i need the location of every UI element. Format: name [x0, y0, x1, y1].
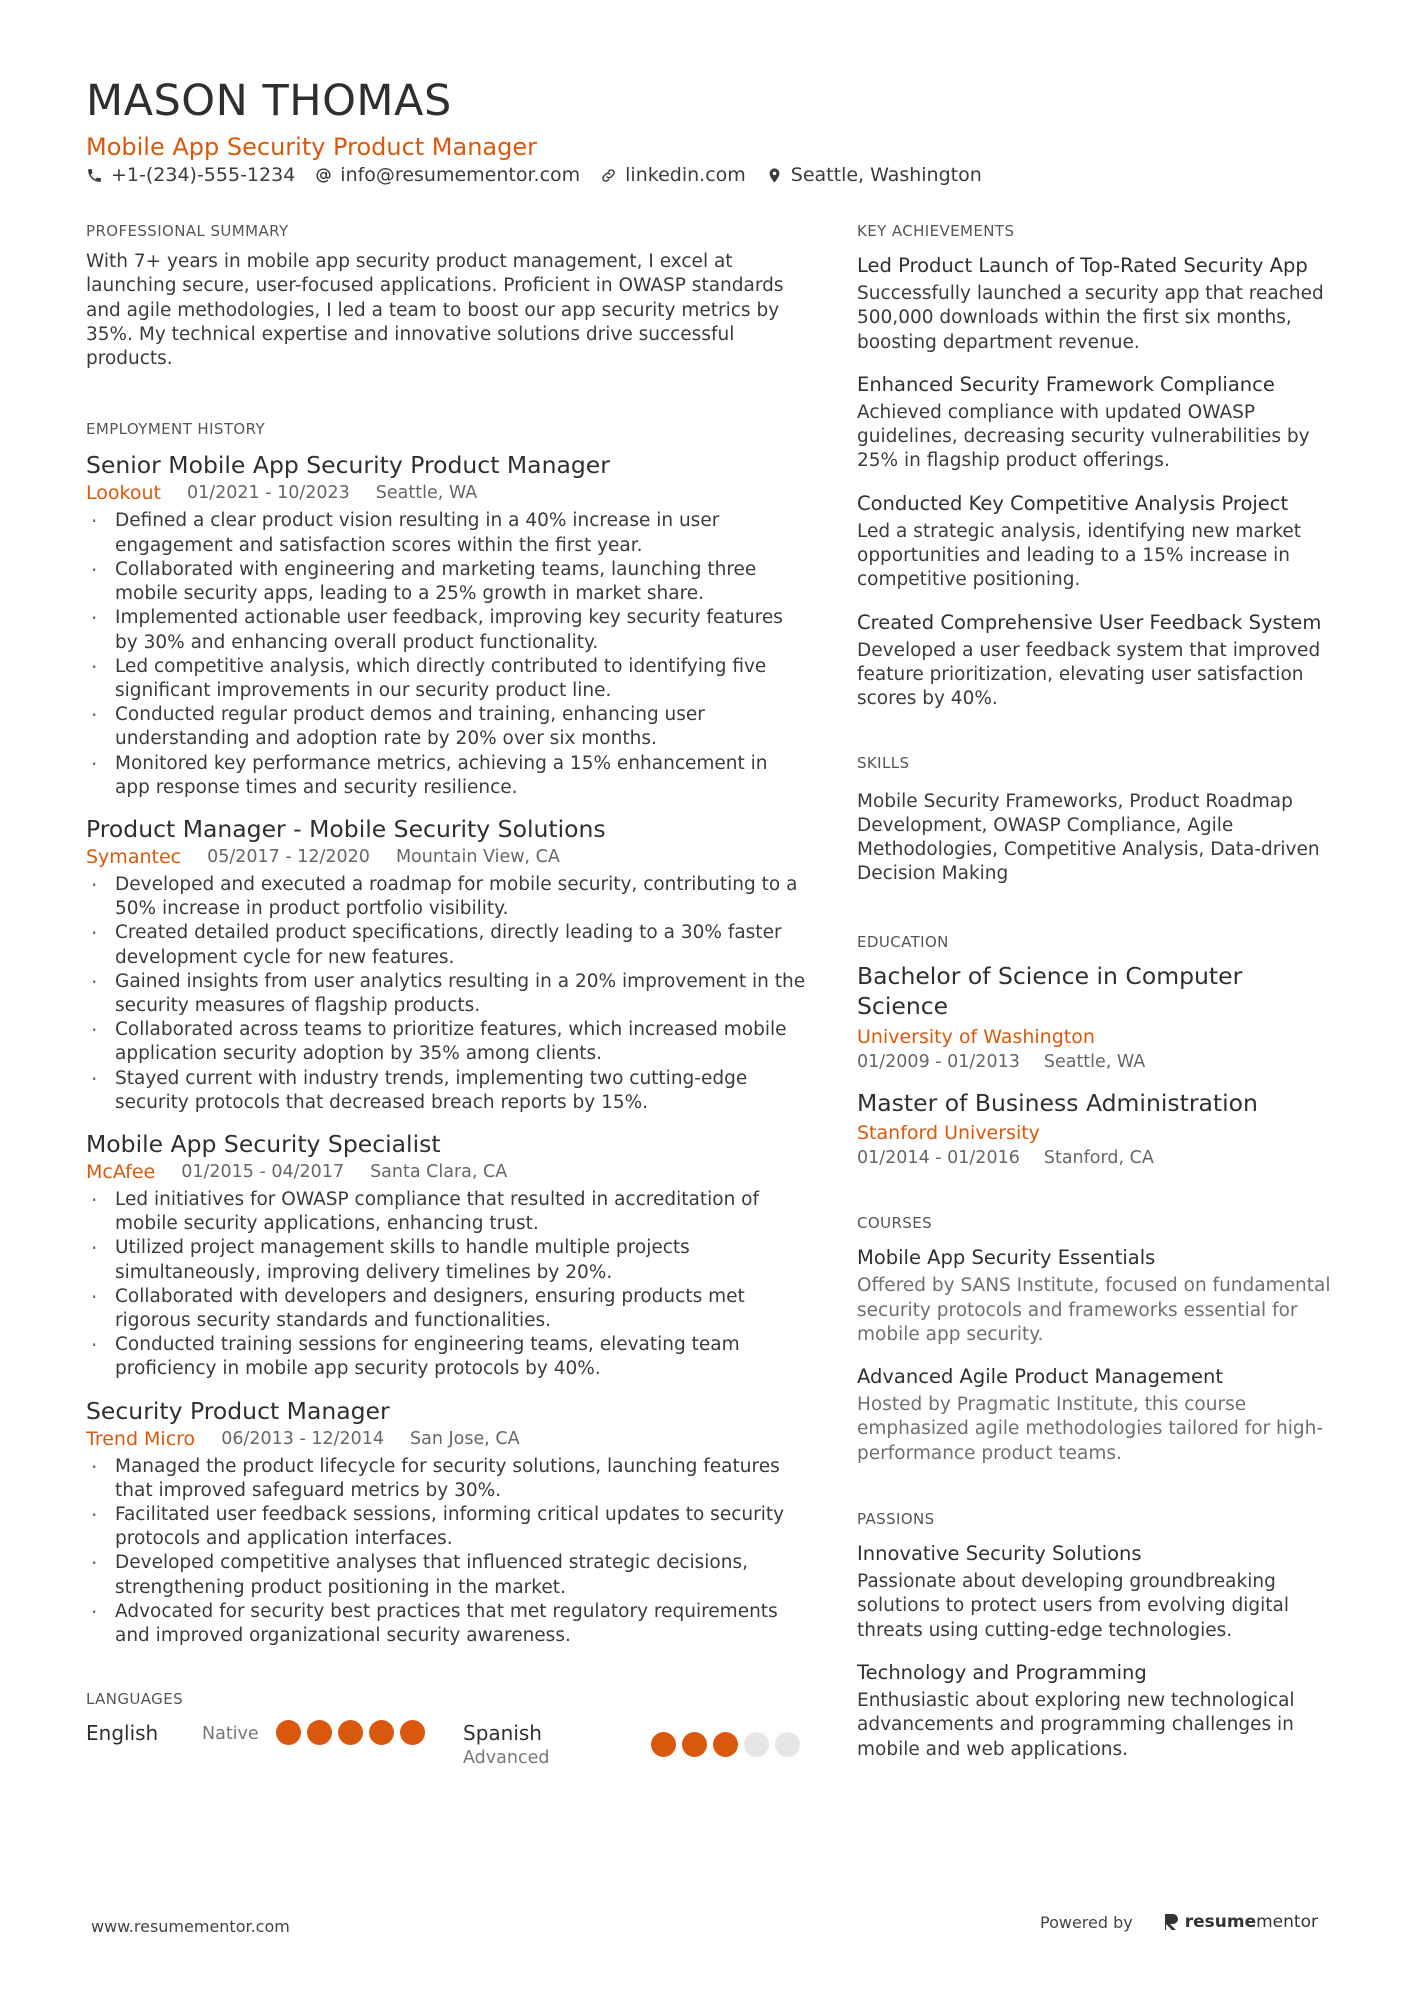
skills-heading: SKILLS — [857, 753, 910, 772]
passion-title: Technology and Programming — [857, 1660, 1147, 1684]
rating-dot-filled — [400, 1720, 425, 1745]
passions-heading: PASSIONS — [857, 1510, 935, 1529]
job-bullet: · Conducted regular product demos and training, enhancing user understanding and adoption rate by 20% over six months. — [86, 703, 806, 751]
contact-location-text: Seattle, Washington — [790, 164, 982, 186]
employment-heading: EMPLOYMENT HISTORY — [86, 420, 266, 439]
job-dates: 01/2021 - 10/2023 — [186, 483, 350, 504]
skills-text: Mobile Security Frameworks, Product Roadmap Development, OWASP Compliance, Agile Methodologies, Competitive Analysis, Data-driven Decision Making — [857, 790, 1320, 885]
education-meta — [857, 1146, 1337, 1170]
job-meta — [86, 845, 806, 869]
job-company: Symantec — [86, 845, 182, 868]
job-bullet: · Led initiatives for OWASP compliance that resulted in accreditation of mobile security applications, enhancing trust. — [86, 1188, 806, 1236]
brand-rest: mentor — [1256, 1912, 1318, 1932]
job-bullet: · Implemented actionable user feedback, improving key security features by 30% and enhancing overall product functionality. — [86, 606, 806, 654]
job-bullet: · Collaborated across teams to prioritize features, which increased mobile application security adoption by 35% among clients. — [86, 1018, 806, 1066]
job-company: Lookout — [86, 482, 161, 505]
passion-item — [857, 1540, 1337, 1643]
course-desc: Hosted by Pragmatic Institute, this course emphasized agile methodologies tailored for high-performance product teams. — [857, 1394, 1324, 1464]
language-name: Spanish — [463, 1721, 542, 1746]
achievement-desc: Developed a user feedback system that improved feature prioritization, elevating user satisfaction scores by 40%. — [857, 639, 1321, 710]
course-title: Advanced Agile Product Management — [857, 1365, 1223, 1389]
language-rating — [276, 1720, 431, 1745]
job-title: Mobile App Security Specialist — [86, 1129, 441, 1158]
job-bullets — [86, 1188, 806, 1382]
footer-website[interactable]: www.resumementor.com — [91, 1917, 290, 1936]
achievement-item — [857, 252, 1337, 355]
education-location: Stanford, CA — [1043, 1148, 1154, 1169]
language-name: English — [86, 1721, 159, 1746]
job-bullet: · Stayed current with industry trends, implementing two cutting-edge security protocols that decreased breach reports by 15%. — [86, 1067, 806, 1115]
language-level: Advanced — [463, 1748, 550, 1769]
job-bullets — [86, 873, 806, 1115]
location-icon — [766, 167, 783, 184]
achievement-desc: Successfully launched a security app that reached 500,000 downloads within the first six months, boosting department revenue. — [857, 283, 1324, 353]
job-bullet: · Developed competitive analyses that influenced strategic decisions, strengthening product positioning in the market. — [86, 1551, 806, 1599]
education-item — [857, 961, 1337, 1074]
passion-desc: Enthusiastic about exploring new technological advancements and programming challenges in mobile and web applications. — [857, 1689, 1295, 1760]
passion-item — [857, 1659, 1337, 1762]
job-dates: 06/2013 - 12/2014 — [221, 1428, 385, 1449]
resumementor-logo-icon — [1163, 1913, 1179, 1931]
course-desc: Offered by SANS Institute, focused on fundamental security protocols and frameworks essential for mobile app security. — [857, 1275, 1331, 1345]
job-bullet: · Collaborated with developers and designers, ensuring products met rigorous security standards and functionalities. — [86, 1285, 806, 1333]
job-bullet: · Created detailed product specifications, directly leading to a 30% faster development cycle for new features. — [86, 921, 806, 969]
job-bullets — [86, 1455, 806, 1649]
brand-logo[interactable] — [1163, 1912, 1318, 1932]
job-bullet: · Led competitive analysis, which directly contributed to identifying five significant improvements in our security product line. — [86, 655, 806, 703]
courses-heading: COURSES — [857, 1214, 933, 1233]
course-item — [857, 1244, 1337, 1347]
job-entry — [86, 1396, 806, 1649]
job-bullet: · Collaborated with engineering and marketing teams, launching three mobile security apps, leading to a 25% growth in market share. — [86, 558, 806, 606]
candidate-title: Mobile App Security Product Manager — [86, 133, 538, 161]
contact-location — [766, 164, 982, 186]
achievements-heading: KEY ACHIEVEMENTS — [857, 222, 1015, 240]
footer-powered — [1040, 1912, 1318, 1932]
education-degree: Master of Business Administration — [857, 1088, 1258, 1117]
achievement-title: Led Product Launch of Top-Rated Security App — [857, 254, 1308, 277]
job-location: Mountain View, CA — [395, 846, 560, 867]
at-icon — [315, 167, 332, 184]
job-bullets — [86, 509, 806, 799]
job-bullet: · Conducted training sessions for engineering teams, elevating team proficiency in mobile app security protocols by 40%. — [86, 1333, 806, 1381]
rating-dot-filled — [369, 1720, 394, 1745]
rating-dot-filled — [651, 1732, 676, 1757]
job-bullet: · Advocated for security best practices that met regulatory requirements and improved organizational security awareness. — [86, 1600, 806, 1648]
phone-icon — [86, 167, 103, 184]
education-heading: EDUCATION — [857, 932, 949, 951]
job-location: Santa Clara, CA — [370, 1161, 508, 1182]
education-school: University of Washington — [857, 1025, 1095, 1048]
rating-dot-filled — [276, 1720, 301, 1745]
job-bullet: · Developed and executed a roadmap for mobile security, contributing to a 50% increase in product portfolio visibility. — [86, 873, 806, 921]
job-meta — [86, 481, 806, 505]
job-dates: 05/2017 - 12/2020 — [207, 846, 370, 867]
job-meta — [86, 1427, 806, 1451]
contact-phone-text: +1-(234)-555-1234 — [111, 164, 296, 186]
job-meta — [86, 1160, 806, 1184]
job-location: Seattle, WA — [375, 483, 478, 504]
job-entry — [86, 1129, 806, 1382]
link-icon — [600, 167, 617, 184]
achievement-title: Conducted Key Competitive Analysis Project — [857, 491, 1289, 515]
job-bullet: · Managed the product lifecycle for security solutions, launching features that improved safeguard metrics by 30%. — [86, 1455, 806, 1503]
brand-bold: resume — [1184, 1912, 1257, 1932]
passion-title: Innovative Security Solutions — [857, 1542, 1142, 1566]
education-dates: 01/2014 - 01/2016 — [857, 1148, 1020, 1169]
contact-linkedin[interactable] — [600, 164, 746, 186]
education-dates: 01/2009 - 01/2013 — [857, 1051, 1020, 1072]
language-rating — [651, 1732, 806, 1757]
job-title: Security Product Manager — [86, 1396, 390, 1425]
education-item — [857, 1088, 1337, 1171]
education-meta — [857, 1050, 1337, 1074]
achievement-desc: Achieved compliance with updated OWASP guidelines, decreasing security vulnerabilities by 25% in flagship product offerings. — [857, 401, 1310, 472]
rating-dot-filled — [307, 1720, 332, 1745]
education-school: Stanford University — [857, 1122, 1040, 1145]
powered-by-label: Powered by — [1040, 1912, 1133, 1932]
course-item — [857, 1363, 1337, 1466]
language-item — [86, 1720, 158, 1746]
summary-heading: PROFESSIONAL SUMMARY — [86, 222, 289, 240]
language-item — [463, 1720, 549, 1770]
job-dates: 01/2015 - 04/2017 — [181, 1161, 345, 1182]
job-bullet: · Utilized project management skills to handle multiple projects simultaneously, improving delivery timelines by 20%. — [86, 1236, 806, 1284]
job-company: Trend Micro — [86, 1427, 196, 1450]
achievement-desc: Led a strategic analysis, identifying new market opportunities and leading to a 15% increase in competitive positioning. — [857, 520, 1302, 591]
course-title: Mobile App Security Essentials — [857, 1246, 1156, 1270]
left-column — [86, 222, 806, 1768]
job-bullet: · Gained insights from user analytics resulting in a 20% improvement in the security measures of flagship products. — [86, 970, 806, 1018]
education-location: Seattle, WA — [1043, 1051, 1146, 1072]
summary-text: With 7+ years in mobile app security product management, I excel at launching secure, user-focused applications. Proficient in OWASP standards and agile methodologies, I led a team to boost our app security metrics by 35%. My technical expertise and innovative solutions drive successful products. — [86, 251, 784, 370]
rating-dot-empty — [744, 1732, 769, 1757]
job-bullet: · Monitored key performance metrics, achieving a 15% enhancement in app response times and security resilience. — [86, 752, 806, 800]
rating-dot-filled — [682, 1732, 707, 1757]
achievement-title: Created Comprehensive User Feedback System — [857, 610, 1322, 634]
candidate-name: MASON THOMAS — [86, 76, 452, 126]
passion-desc: Passionate about developing groundbreaking solutions to protect users from evolving digital threats using cutting-edge technologies. — [857, 1571, 1289, 1641]
job-location: San Jose, CA — [410, 1428, 520, 1449]
languages-heading: LANGUAGES — [86, 1690, 184, 1709]
rating-dot-filled — [713, 1732, 738, 1757]
contact-bar — [86, 164, 1002, 186]
rating-dot-empty — [775, 1732, 800, 1757]
languages-list — [86, 1720, 806, 1768]
job-bullet: · Facilitated user feedback sessions, informing critical updates to security protocols and application interfaces. — [86, 1503, 806, 1551]
education-degree: Bachelor of Science in Computer Science — [857, 961, 1243, 1021]
language-level: Native — [202, 1724, 259, 1745]
language-level-wrap — [202, 1722, 259, 1746]
achievement-item — [857, 609, 1337, 712]
job-title: Senior Mobile App Security Product Manager — [86, 451, 610, 480]
job-title: Product Manager - Mobile Security Solutions — [86, 814, 606, 843]
contact-email-text: info@resumementor.com — [340, 164, 581, 186]
job-bullet: · Defined a clear product vision resulting in a 40% increase in user engagement and satisfaction scores within the first year. — [86, 509, 806, 557]
right-column — [857, 222, 1337, 1762]
contact-linkedin-text: linkedin.com — [625, 164, 746, 186]
contact-email[interactable] — [315, 164, 580, 186]
job-entry — [86, 450, 806, 799]
job-company: McAfee — [86, 1160, 156, 1183]
achievement-item — [857, 490, 1337, 593]
achievement-title: Enhanced Security Framework Compliance — [857, 372, 1275, 396]
rating-dot-filled — [338, 1720, 363, 1745]
contact-phone[interactable] — [86, 164, 295, 186]
achievement-item — [857, 371, 1337, 474]
job-entry — [86, 814, 806, 1115]
